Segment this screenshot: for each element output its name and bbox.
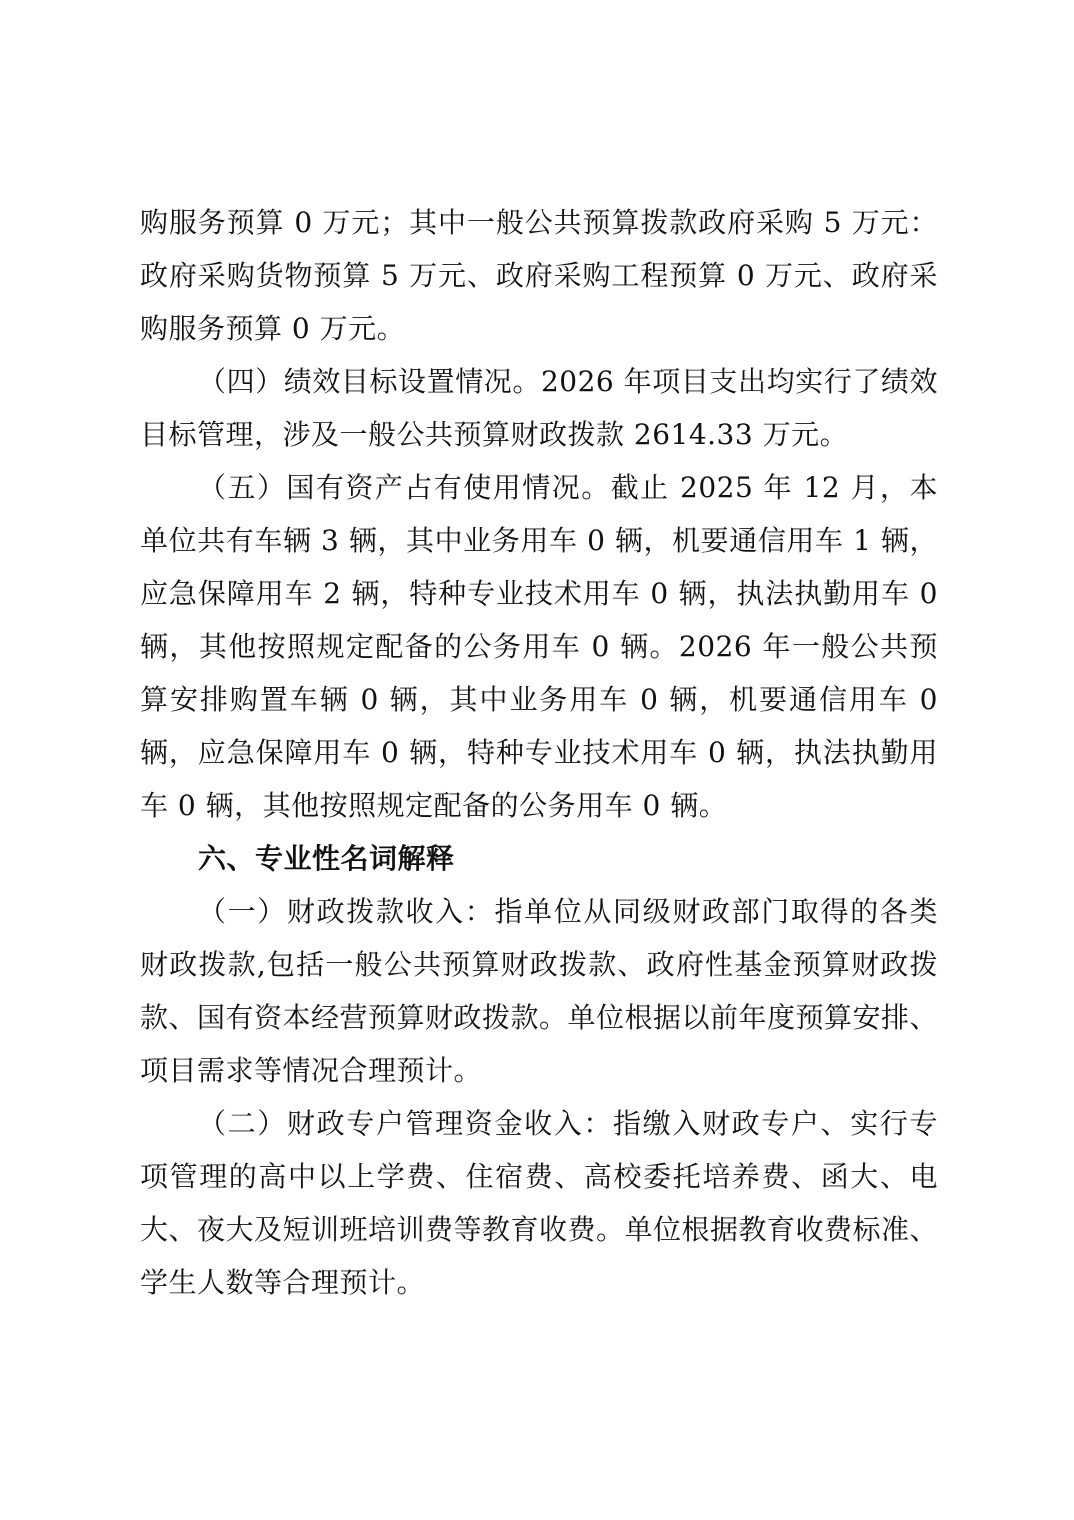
definition-fiscal-appropriation-income — [140, 885, 938, 1097]
paragraph-lead: （四）绩效目标设置情况。 — [198, 365, 541, 398]
paragraph-text: 截止 2025 年 12 月，本单位共有车辆 3 辆，其中业务用车 0 辆，机要通信用车 1 辆，应急保障用车 2 辆，特种专业技术用车 0 辆，执法执勤用车 0 辆，其他按照规定配备的公务用车 0 辆。2026 年一般公共预算安排购置车辆 0 辆，其中业务用车 0 辆，机要通信用车 0 辆，应急保障用车 0 辆，特种专业技术用车 0 辆，执法执勤用车 0 辆，其他按照规定配备的公务用车 0 辆。 — [140, 471, 938, 822]
definition-term: （二）财政专户管理资金收入： — [198, 1107, 614, 1140]
paragraph-state-assets — [140, 461, 938, 832]
document-body — [140, 196, 938, 1309]
paragraph-text: 2026 年项目支出均实行了绩效目标管理，涉及一般公共预算财政拨款 2614.33 万元。 — [140, 365, 938, 451]
definition-term: （一）财政拨款收入： — [198, 895, 495, 928]
paragraph-procurement-continued — [140, 196, 938, 355]
definition-fiscal-special-account-income — [140, 1097, 938, 1309]
section-heading: 六、专业性名词解释 — [198, 842, 455, 875]
definition-text: 指单位从同级财政部门取得的各类财政拨款,包括一般公共预算财政拨款、政府性基金预算财政拨款、国有资本经营预算财政拨款。单位根据以前年度预算安排、项目需求等情况合理预计。 — [140, 895, 939, 1087]
paragraph-performance-goals — [140, 355, 938, 461]
paragraph-text: 购服务预算 0 万元；其中一般公共预算拨款政府采购 5 万元：政府采购货物预算 5 万元、政府采购工程预算 0 万元、政府采购服务预算 0 万元。 — [140, 206, 938, 345]
paragraph-lead: （五）国有资产占有使用情况。 — [198, 471, 611, 504]
definition-text: 指缴入财政专户、实行专项管理的高中以上学费、住宿费、高校委托培养费、函大、电大、夜大及短训班培训费等教育收费。单位根据教育收费标准、学生人数等合理预计。 — [140, 1107, 939, 1299]
